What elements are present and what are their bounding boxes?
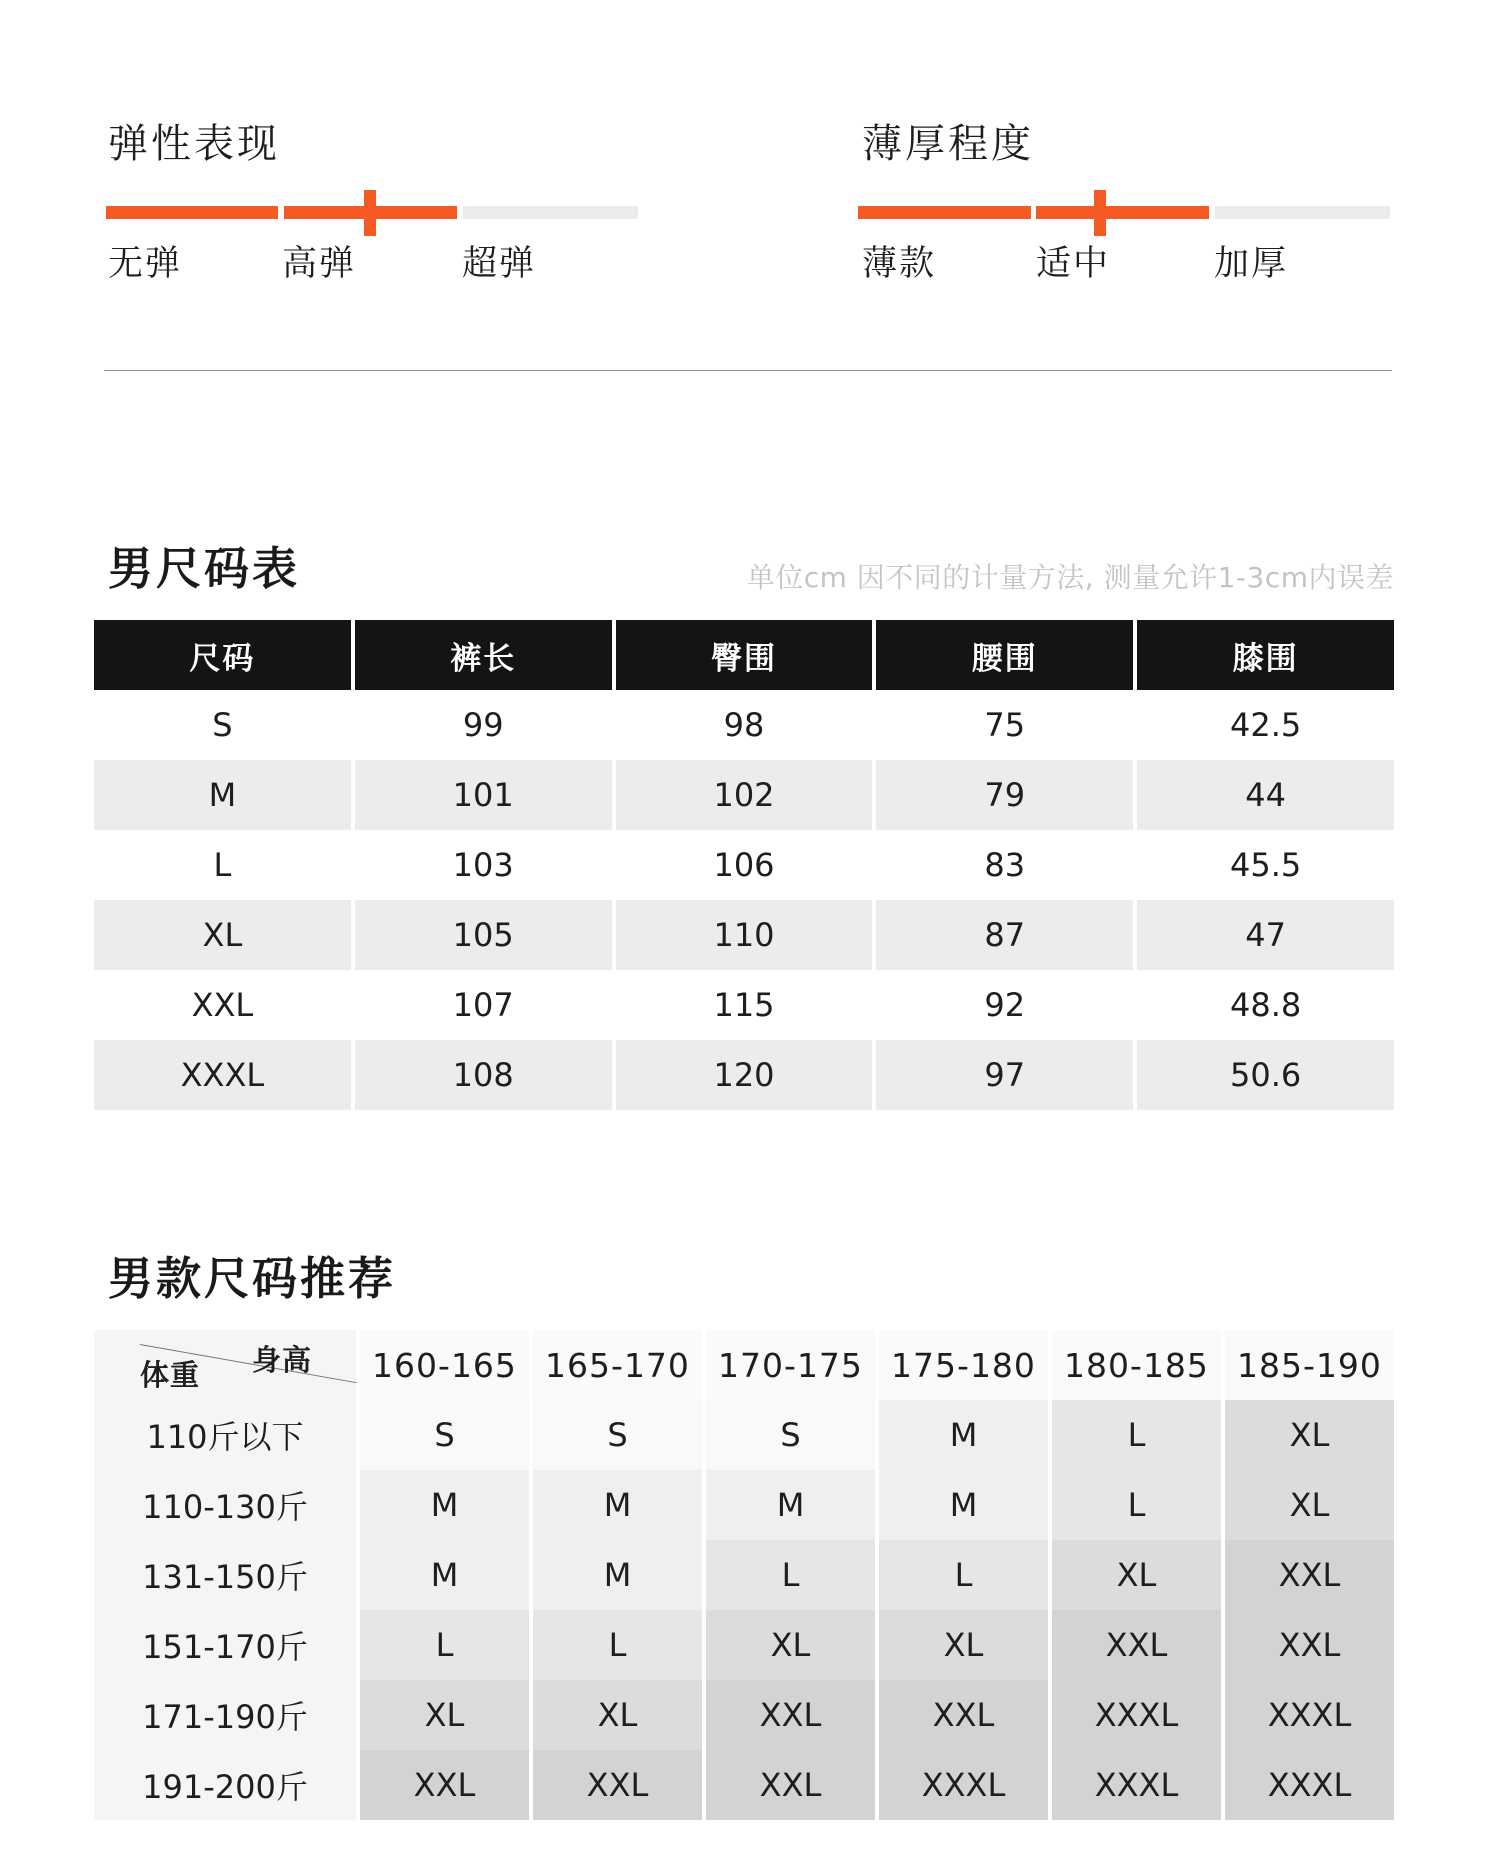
table-row — [94, 900, 1394, 970]
table-cell: 115 — [713, 986, 775, 1024]
table-row — [94, 1400, 1394, 1470]
weight-axis-label: 体重 — [140, 1358, 201, 1392]
height-header: 180-185 — [1052, 1330, 1221, 1400]
elasticity-label-none: 无弹 — [108, 244, 183, 284]
table-cell: XL — [533, 1680, 702, 1750]
table-cell: 97 — [876, 1040, 1133, 1110]
corner-header — [94, 1330, 356, 1400]
table-cell: XL — [879, 1610, 1048, 1680]
table-cell: 44 — [1137, 760, 1394, 830]
table-cell: XL — [1052, 1540, 1221, 1610]
measurement-note: 单位cm 因不同的计量方法, 测量允许1-3cm内误差 — [746, 561, 1394, 594]
height-header: 160-165 — [360, 1330, 529, 1400]
table-cell: XXL — [191, 986, 254, 1024]
height-axis-label: 身高 — [251, 1343, 312, 1377]
table-cell: L — [879, 1540, 1048, 1610]
weight-label: 110斤以下 — [94, 1400, 356, 1470]
size-chart-header: 尺码 — [94, 620, 351, 690]
section-divider — [104, 370, 1392, 371]
table-cell: L — [1052, 1400, 1221, 1470]
table-cell: 105 — [355, 900, 612, 970]
table-cell: M — [360, 1470, 529, 1540]
table-cell: 50.6 — [1137, 1040, 1394, 1110]
table-cell: 75 — [984, 706, 1026, 744]
table-cell: S — [706, 1400, 875, 1470]
table-cell: S — [360, 1400, 529, 1470]
table-row — [94, 830, 1394, 900]
table-cell: 47 — [1137, 900, 1394, 970]
table-cell: XXL — [706, 1680, 875, 1750]
table-cell: 98 — [723, 706, 765, 744]
table-cell: L — [706, 1540, 875, 1610]
table-cell: XXL — [1052, 1610, 1221, 1680]
table-cell: XL — [94, 900, 351, 970]
thickness-label-medium: 适中 — [1036, 244, 1111, 284]
table-cell: M — [360, 1540, 529, 1610]
thickness-label-thick: 加厚 — [1214, 244, 1289, 284]
table-cell: XXXL — [879, 1750, 1048, 1820]
size-chart-header-row — [94, 620, 1394, 690]
table-cell: XXXL — [1052, 1750, 1221, 1820]
thickness-gauge — [858, 206, 1390, 219]
table-cell: 106 — [713, 846, 775, 884]
thickness-marker — [1094, 190, 1106, 236]
table-cell: XL — [1225, 1470, 1394, 1540]
size-chart-table — [90, 620, 1398, 1110]
size-chart-header: 裤长 — [355, 620, 612, 690]
height-header: 175-180 — [879, 1330, 1048, 1400]
table-cell: S — [533, 1400, 702, 1470]
table-row — [94, 1750, 1394, 1820]
table-cell: L — [360, 1610, 529, 1680]
table-cell: M — [533, 1470, 702, 1540]
table-cell: 102 — [616, 760, 873, 830]
size-chart-title: 男尺码表 — [108, 542, 301, 595]
weight-label: 171-190斤 — [94, 1680, 356, 1750]
table-cell: M — [706, 1470, 875, 1540]
size-chart-header: 臀围 — [616, 620, 873, 690]
elasticity-label-high: 高弹 — [282, 244, 357, 284]
weight-label: 191-200斤 — [94, 1750, 356, 1820]
size-recommendation-table — [90, 1330, 1398, 1820]
table-cell: 107 — [452, 986, 514, 1024]
table-cell: L — [533, 1610, 702, 1680]
table-cell: 99 — [462, 706, 504, 744]
table-row — [94, 1040, 1394, 1110]
table-cell: XL — [706, 1610, 875, 1680]
weight-label: 131-150斤 — [94, 1540, 356, 1610]
table-cell: 83 — [984, 846, 1026, 884]
table-cell: 45.5 — [1229, 846, 1302, 884]
elasticity-label-super: 超弹 — [462, 244, 537, 284]
table-row — [94, 1680, 1394, 1750]
weight-label: 110-130斤 — [94, 1470, 356, 1540]
table-cell: M — [879, 1470, 1048, 1540]
table-cell: XXL — [1225, 1610, 1394, 1680]
table-cell: XL — [1225, 1400, 1394, 1470]
table-cell: M — [94, 760, 351, 830]
thickness-label-thin: 薄款 — [862, 244, 937, 284]
table-cell: 79 — [876, 760, 1133, 830]
table-cell: XXL — [879, 1680, 1048, 1750]
height-header: 170-175 — [706, 1330, 875, 1400]
table-cell: XXL — [360, 1750, 529, 1820]
size-chart-header: 膝围 — [1137, 620, 1394, 690]
table-cell: 48.8 — [1229, 986, 1302, 1024]
height-header: 165-170 — [533, 1330, 702, 1400]
table-cell: XXL — [1225, 1540, 1394, 1610]
table-row — [94, 690, 1394, 760]
table-row — [94, 1610, 1394, 1680]
table-cell: 42.5 — [1229, 706, 1302, 744]
table-cell: XXXL — [1225, 1680, 1394, 1750]
table-cell: 110 — [616, 900, 873, 970]
table-row — [94, 970, 1394, 1040]
table-cell: 103 — [452, 846, 514, 884]
table-row — [94, 1540, 1394, 1610]
table-cell: 92 — [984, 986, 1026, 1024]
weight-label: 151-170斤 — [94, 1610, 356, 1680]
recommendation-title: 男款尺码推荐 — [108, 1252, 397, 1305]
thickness-title: 薄厚程度 — [862, 121, 1034, 167]
table-cell: 108 — [355, 1040, 612, 1110]
table-cell: XL — [360, 1680, 529, 1750]
table-cell: M — [879, 1400, 1048, 1470]
table-cell: XXXL — [1225, 1750, 1394, 1820]
table-cell: XXXL — [1052, 1680, 1221, 1750]
elasticity-title: 弹性表现 — [108, 121, 280, 167]
recommendation-header-row — [94, 1330, 1394, 1400]
table-cell: L — [213, 846, 232, 884]
table-cell: L — [1052, 1470, 1221, 1540]
table-cell: 120 — [616, 1040, 873, 1110]
table-cell: XXL — [706, 1750, 875, 1820]
table-cell: M — [533, 1540, 702, 1610]
table-row — [94, 760, 1394, 830]
table-row — [94, 1470, 1394, 1540]
size-chart-header: 腰围 — [876, 620, 1133, 690]
table-cell: S — [212, 706, 233, 744]
table-cell: 101 — [355, 760, 612, 830]
elasticity-marker — [364, 190, 376, 236]
table-cell: XXL — [533, 1750, 702, 1820]
table-cell: 87 — [876, 900, 1133, 970]
height-header: 185-190 — [1225, 1330, 1394, 1400]
table-cell: XXXL — [94, 1040, 351, 1110]
